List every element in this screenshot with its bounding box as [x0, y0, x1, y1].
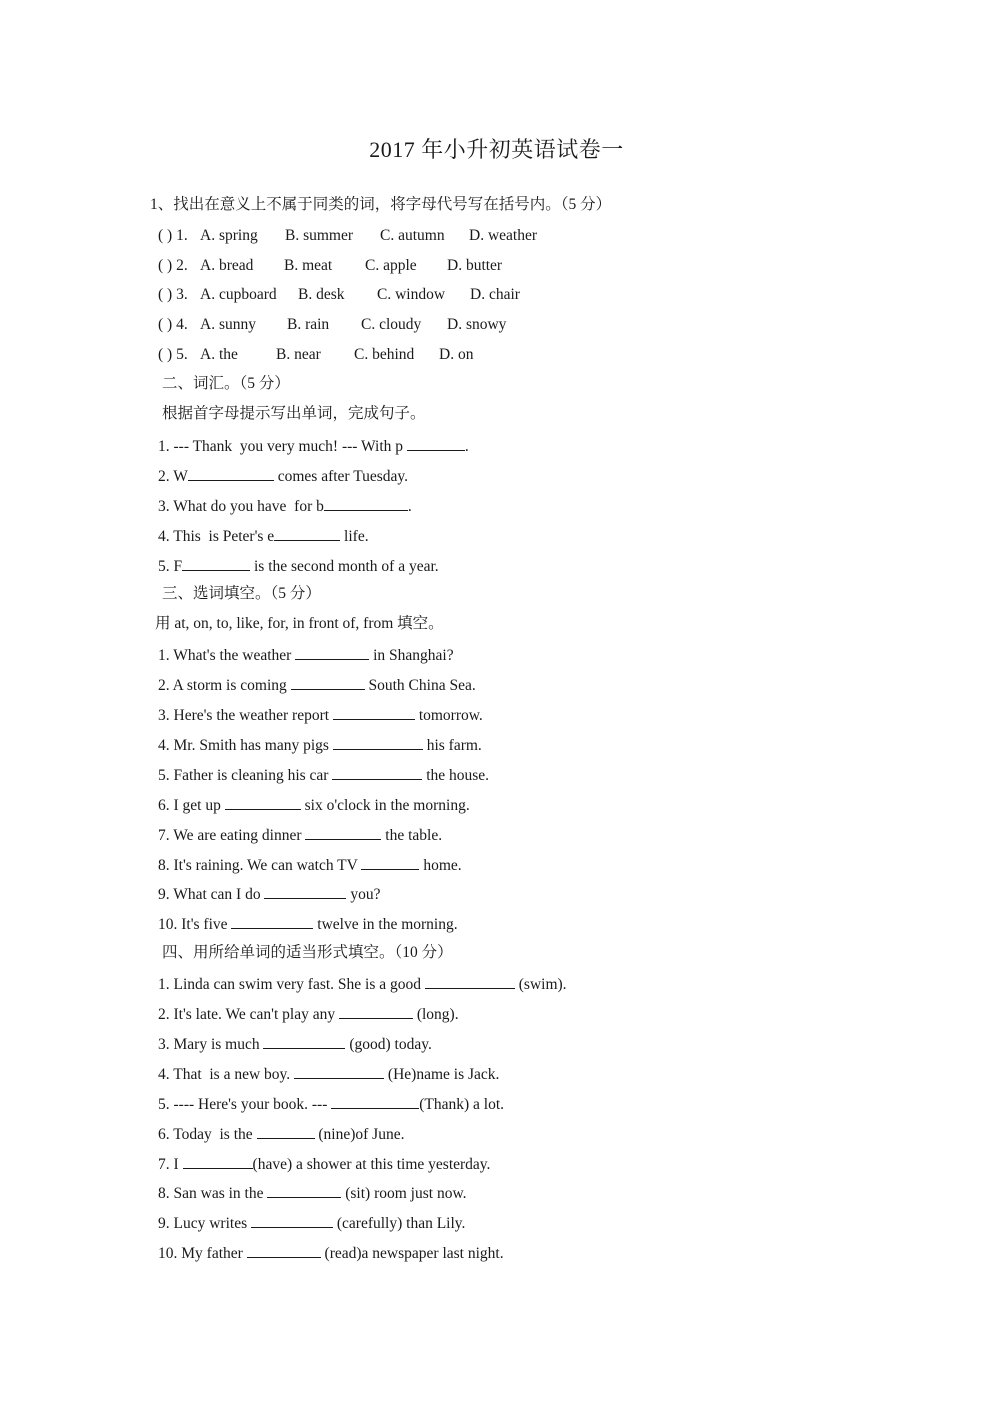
s2-question-3: 3. What do you have for b . — [158, 498, 412, 515]
s3-question-4: 4. Mr. Smith has many pigs his farm. — [158, 737, 482, 754]
answer-blank[interactable] — [333, 705, 415, 720]
answer-blank[interactable] — [257, 1124, 315, 1139]
s4-question-5: 5. ---- Here's your book. --- (Thank) a lot. — [158, 1096, 505, 1113]
s2-question-4: 4. This is Peter's e life. — [158, 528, 369, 545]
answer-blank[interactable] — [331, 1094, 419, 1109]
answer-blank[interactable] — [263, 1034, 345, 1049]
s4-question-8: 8. San was in the (sit) room just now. — [158, 1185, 467, 1202]
s4-question-1: 1. Linda can swim very fast. She is a good (swim). — [158, 976, 567, 993]
s1-question-4: ( ) 4. A. sunny B. rain C. cloudy D. snowy — [158, 316, 507, 333]
s3-question-6: 6. I get up six o'clock in the morning. — [158, 797, 470, 814]
answer-blank[interactable] — [305, 825, 381, 840]
section-3-instructions: 用 at, on, to, like, for, in front of, from 填空。 — [155, 615, 444, 632]
s3-question-10: 10. It's five twelve in the morning. — [158, 916, 458, 933]
s3-question-8: 8. It's raining. We can watch TV home. — [158, 857, 462, 874]
s3-question-9: 9. What can I do you? — [158, 886, 381, 903]
s1-question-3: ( ) 3. A. cupboard B. desk C. window D. chair — [158, 286, 520, 303]
s4-question-7: 7. I (have) a shower at this time yesterday. — [158, 1156, 491, 1173]
answer-blank[interactable] — [324, 496, 408, 511]
section-2-header: 二、词汇。（5 分） — [162, 375, 290, 392]
answer-blank[interactable] — [407, 436, 465, 451]
answer-blank[interactable] — [247, 1243, 321, 1258]
section-3-header: 三、选词填空。（5 分） — [162, 585, 321, 602]
s3-question-5: 5. Father is cleaning his car the house. — [158, 767, 490, 784]
s4-question-3: 3. Mary is much (good) today. — [158, 1036, 432, 1053]
answer-blank[interactable] — [294, 1064, 384, 1079]
answer-blank[interactable] — [182, 556, 250, 571]
answer-blank[interactable] — [333, 735, 423, 750]
answer-blank[interactable] — [267, 1183, 341, 1198]
answer-blank[interactable] — [332, 765, 422, 780]
answer-blank[interactable] — [274, 526, 340, 541]
section-1-header: 1、找出在意义上不属于同类的词，将字母代号写在括号内。（5 分） — [150, 196, 612, 213]
answer-blank[interactable] — [339, 1004, 413, 1019]
s2-question-5: 5. F is the second month of a year. — [158, 558, 439, 575]
section-4-header: 四、用所给单词的适当形式填空。（10 分） — [162, 944, 453, 961]
s4-question-6: 6. Today is the (nine)of June. — [158, 1126, 405, 1143]
answer-blank[interactable] — [425, 974, 515, 989]
s3-question-2: 2. A storm is coming South China Sea. — [158, 677, 476, 694]
answer-blank[interactable] — [183, 1154, 253, 1169]
s4-question-4: 4. That is a new boy. (He)name is Jack. — [158, 1066, 500, 1083]
answer-blank[interactable] — [361, 855, 419, 870]
answer-blank[interactable] — [295, 645, 369, 660]
answer-blank[interactable] — [188, 466, 274, 481]
s4-question-2: 2. It's late. We can't play any (long). — [158, 1006, 459, 1023]
s1-question-1: ( ) 1. A. spring B. summer C. autumn D. weather — [158, 227, 537, 244]
answer-blank[interactable] — [231, 914, 313, 929]
s3-question-7: 7. We are eating dinner the table. — [158, 827, 443, 844]
answer-blank[interactable] — [264, 884, 346, 899]
s1-question-2: ( ) 2. A. bread B. meat C. apple D. butter — [158, 257, 503, 274]
s3-question-1: 1. What's the weather in Shanghai? — [158, 647, 454, 664]
s4-question-9: 9. Lucy writes (carefully) than Lily. — [158, 1215, 466, 1232]
s4-question-10: 10. My father (read)a newspaper last night. — [158, 1245, 504, 1262]
answer-blank[interactable] — [291, 675, 365, 690]
answer-blank[interactable] — [225, 795, 301, 810]
s3-question-3: 3. Here's the weather report tomorrow. — [158, 707, 483, 724]
s2-question-1: 1. --- Thank you very much! --- With p . — [158, 438, 469, 455]
s1-question-5: ( ) 5. A. the B. near C. behind D. on — [158, 346, 474, 363]
page-title: 2017 年小升初英语试卷一 — [369, 137, 624, 162]
section-2-instructions: 根据首字母提示写出单词，完成句子。 — [162, 405, 426, 422]
s2-question-2: 2. W comes after Tuesday. — [158, 468, 409, 485]
answer-blank[interactable] — [251, 1213, 333, 1228]
